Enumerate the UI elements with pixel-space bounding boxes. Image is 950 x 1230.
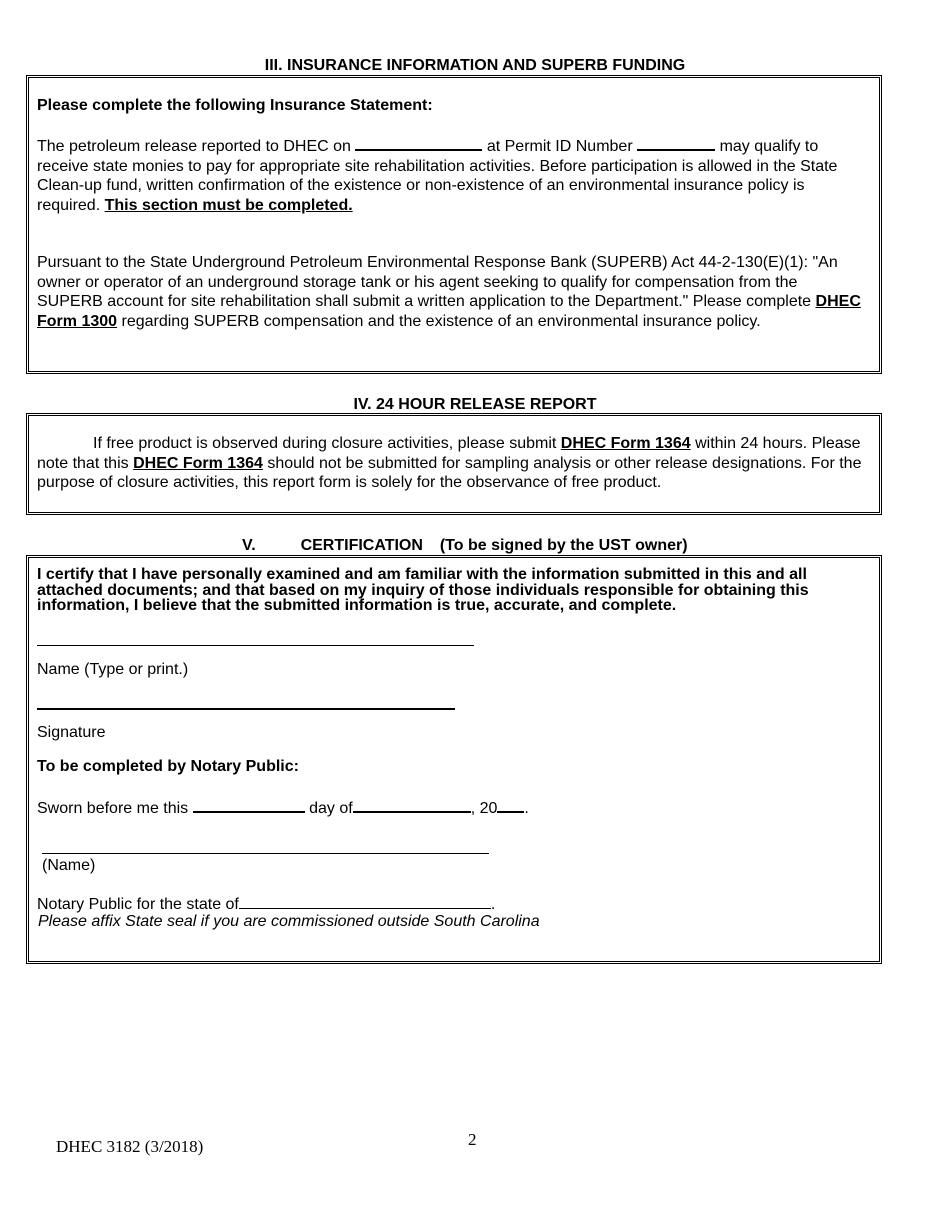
notary-name-line[interactable] (42, 853, 489, 854)
insurance-paragraph-1: The petroleum release reported to DHEC on at Permit ID Number may qualify to receive state monies to pay for appropriate site rehabilitation activities. Before participation is allowed in the State Clean-up fund, written confirmation of the existence or non-existence of an environmental insurance policy is required. This section must be completed. (37, 135, 867, 215)
signature-line[interactable] (37, 708, 455, 710)
name-label: Name (Type or print.) (37, 661, 189, 678)
certification-statement: I certify that I have personally examined and am familiar with the information submitted in this and all attached documents; and that based on my inquiry of those individuals responsible for obtaining this information, I believe that the submitted information is true, accurate, and complete. (37, 566, 809, 614)
form-id: DHEC 3182 (3/2018) (56, 1137, 204, 1156)
insurance-statement-subheading: Please complete the following Insurance Statement: (37, 97, 433, 114)
sworn-line: Sworn before me this day of , 20 . (37, 797, 867, 819)
signature-label: Signature (37, 724, 106, 741)
must-complete-notice: This section must be completed. (104, 196, 353, 214)
notary-name-label: (Name) (42, 857, 96, 874)
release-report-paragraph: If free product is observed during closure activities, please submit DHEC Form 1364 within 24 hours. Please note that this DHEC Form 1364 should not be submitted for sampling analysis or other release designations. For the purpose of closure activities, this report form is solely for the observance of free product. (37, 435, 862, 492)
dhec-form-1364-ref-2: DHEC Form 1364 (133, 454, 263, 472)
state-seal-note: Please affix State seal if you are commissioned outside South Carolina (38, 913, 540, 930)
dhec-form-1364-ref: DHEC Form 1364 (560, 435, 691, 452)
insurance-paragraph-2: Pursuant to the State Underground Petroleum Environmental Response Bank (SUPERB) Act 44-2-130(E)(1): "An owner or operator of an underground storage tank or his agent seeking to qualify for compensation from the SUPERB account for site rehabilitation shall submit a written application to the Department." Please complete DHEC Form 1300 regarding SUPERB compensation and the existence of an environmental insurance policy. (37, 254, 861, 330)
release-date-field[interactable] (355, 135, 482, 151)
section-3-heading: III. INSURANCE INFORMATION AND SUPERB FUNDING (264, 57, 686, 74)
sworn-day-field[interactable] (193, 797, 305, 813)
sworn-month-field[interactable] (353, 797, 471, 813)
section-4-heading: IV. 24 HOUR RELEASE REPORT (353, 396, 597, 413)
section-5-heading: V. CERTIFICATION (To be signed by the UST owner) (242, 537, 688, 554)
dhec-form-1300-ref: DHEC Form 1300 (37, 293, 861, 330)
sworn-year-field[interactable] (497, 797, 524, 813)
page-number: 2 (468, 1130, 477, 1149)
notary-heading: To be completed by Notary Public: (37, 758, 299, 775)
name-line[interactable] (37, 645, 474, 646)
notary-state-field[interactable] (239, 894, 491, 909)
notary-state-line: Notary Public for the state of . (37, 896, 496, 913)
permit-id-field[interactable] (637, 135, 715, 151)
